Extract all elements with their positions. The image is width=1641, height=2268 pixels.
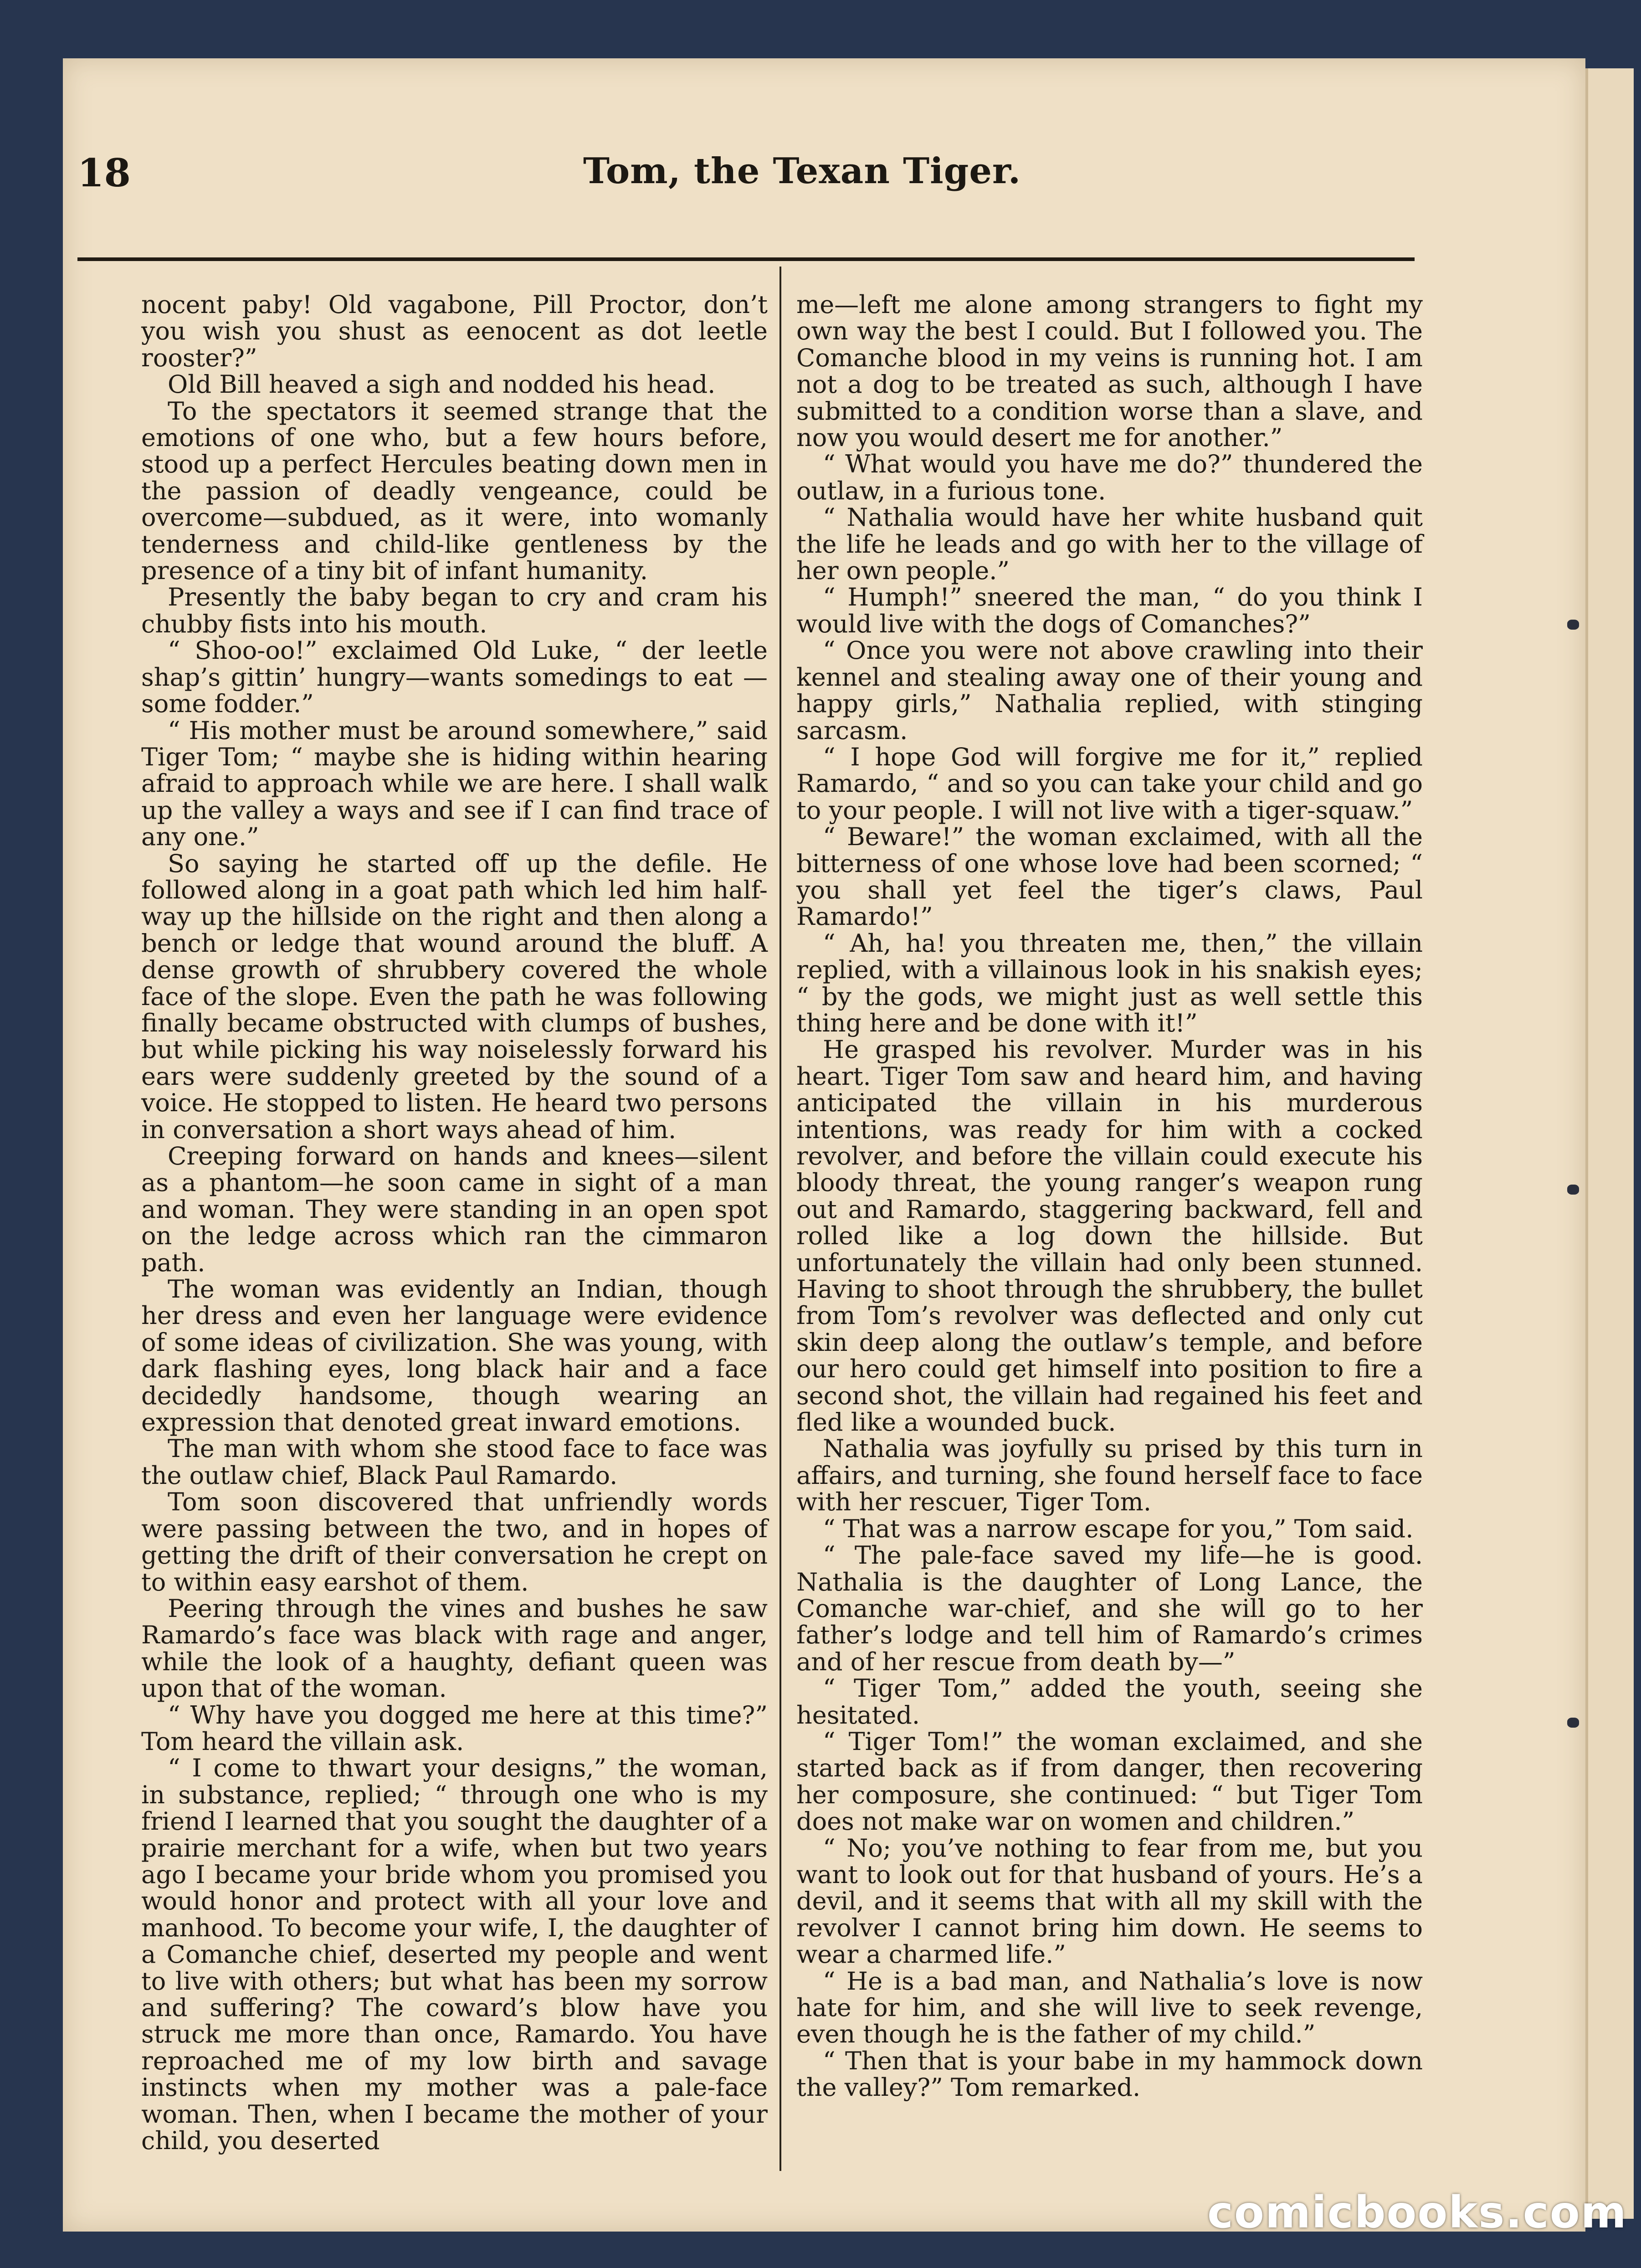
next-page-edge — [1585, 68, 1634, 2219]
page-hole-mark — [1567, 620, 1579, 630]
paragraph: “ Shoo-oo!” exclaimed Old Luke, “ der leetle shap’s gittin’ hungry—wants somedings to eat —some fodder.” — [141, 636, 768, 718]
paragraph: “ Tiger Tom,” added the youth, seeing she hesitated. — [796, 1674, 1423, 1729]
paragraph: “ He is a bad man, and Nathalia’s love is now hate for him, and she will live to seek revenge, even though he is the father of my child.” — [796, 1966, 1423, 2049]
watermark: comicbooks.com — [1207, 2187, 1627, 2238]
paragraph: “ Then that is your babe in my hammock down the valley?” Tom remarked. — [796, 2046, 1423, 2102]
paragraph: “ Beware!” the woman exclaimed, with all the bitterness of one whose love had been scorned; “ you shall yet feel the tiger’s claws, Paul Ramardo!” — [796, 822, 1423, 931]
paragraph: “ What would you have me do?” thundered the outlaw, in a furious tone. — [796, 450, 1423, 505]
paragraph: “ Why have you dogged me here at this time?” Tom heard the villain ask. — [141, 1700, 768, 1756]
page-hole-mark — [1567, 1718, 1579, 1728]
paragraph: So saying he started off up the defile. He followed along in a goat path which led him half-way up the hillside on the right and then along a bench or ledge that wound around the bluff. A dense growth of shrubbery covered the whole face of the slope. Even the path he was following finally became obstructed with clumps of bushes, but while picking his way noiselessly forward his ears were suddenly greeted by the sound of a voice. He stopped to listen. He heard two persons in conversation a short ways ahead of him. — [141, 849, 768, 1144]
paragraph: The man with whom she stood face to face was the outlaw chief, Black Paul Ramardo. — [141, 1434, 768, 1490]
paragraph: “ The pale-face saved my life—he is good. Nathalia is the daughter of Long Lance, the Comanche war-chief, and she will go to her father’s lodge and tell him of Ramardo’s crimes and of her rescue from death by—” — [796, 1541, 1423, 1676]
paragraph: Old Bill heaved a sigh and nodded his head. — [168, 370, 716, 399]
paragraph: The woman was evidently an Indian, though her dress and even her language were evidence of some ideas of civilization. She was young, with dark flashing eyes, long black hair and a face decidedly handsome, though wearing an expression that denoted great inward emotions. — [141, 1275, 768, 1437]
paragraph: nocent paby! Old vagabone, Pill Proctor, don’t you wish you shust as eenocent as dot leetle rooster?” — [141, 290, 768, 372]
paragraph: Tom soon discovered that unfriendly words were passing between the two, and in hopes of getting the drift of their conversation he crept on to within easy earshot of them. — [141, 1488, 768, 1596]
left-column — [141, 292, 768, 2154]
paragraph: “ Humph!” sneered the man, “ do you think I would live with the dogs of Comanches?” — [796, 583, 1423, 638]
running-title: Tom, the Texan Tiger. — [583, 150, 1021, 192]
page-number: 18 — [77, 150, 131, 195]
header-rule — [77, 257, 1415, 261]
paragraph: Nathalia was joyfully su prised by this turn in affairs, and turning, she found herself face to face with her rescuer, Tiger Tom. — [796, 1434, 1423, 1517]
paragraph: “ That was a narrow escape for you,” Tom said. — [823, 1514, 1414, 1543]
column-divider — [779, 267, 781, 2171]
paragraph: “ I hope God will forgive me for it,” replied Ramardo, “ and so you can take your child and go to your people. I will not live with a tiger-squaw.” — [796, 742, 1423, 825]
paragraph: “ Tiger Tom!” the woman exclaimed, and she started back as if from danger, then recovering her composure, she continued: “ but Tiger Tom does not make war on women and children.” — [796, 1727, 1423, 1836]
paragraph: Presently the baby began to cry and cram his chubby fists into his mouth. — [141, 583, 768, 638]
paragraph: Creeping forward on hands and knees—silent as a phantom—he soon came in sight of a man and woman. They were standing in an open spot on the ledge across which ran the cimmaron path. — [141, 1142, 768, 1277]
page-hole-mark — [1567, 1185, 1579, 1195]
paragraph: “ His mother must be around somewhere,” said Tiger Tom; “ maybe she is hiding within hearing afraid to approach while we are here. I shall walk up the valley a ways and see if I can find trace of any one.” — [141, 716, 768, 852]
paragraph: “ Nathalia would have her white husband quit the life he leads and go with her to the village of her own people.” — [796, 503, 1423, 585]
paragraph: me—left me alone among strangers to fight my own way the best I could. But I followed you. The Comanche blood in my veins is running hot. I am not a dog to be treated as such, although I have submitted to a condition worse than a slave, and now you would desert me for another.” — [796, 290, 1423, 452]
paragraph: “ Once you were not above crawling into their kennel and stealing away one of their young and happy girls,” Nathalia replied, with stinging sarcasm. — [796, 636, 1423, 745]
paragraph: To the spectators it seemed strange that the emotions of one who, but a few hours before, stood up a perfect Hercules beating down men in the passion of deadly vengeance, could be overcome—subdued, as it were, into womanly tenderness and child-like gentleness by the presence of a tiny bit of infant humanity. — [141, 396, 768, 585]
paragraph: “ Ah, ha! you threaten me, then,” the villain replied, with a villainous look in his snakish eyes; “ by the gods, we might just as well settle this thing here and be done with it!” — [796, 929, 1423, 1037]
right-column — [796, 292, 1423, 2101]
paragraph: “ No; you’ve nothing to fear from me, but you want to look out for that husband of yours. He’s a devil, and it seems that with all my skill with the revolver I cannot bring him down. He seems to wear a charmed life.” — [796, 1833, 1423, 1969]
paragraph: “ I come to thwart your designs,” the woman, in substance, replied; “ through one who is my friend I learned that you sought the daughter of a prairie merchant for a wife, when but two years ago I became your bride whom you promised you would honor and protect with all your love and manhood. To become your wife, I, the daughter of a Comanche chief, deserted my people and went to live with others; but what has been my sorrow and suffering? The coward’s blow have you struck me more than once, Ramardo. You have reproached me of my low birth and savage instincts when my mother was a pale-face woman. Then, when I became the mother of your child, you deserted — [141, 1754, 768, 2155]
paragraph: Peering through the vines and bushes he saw Ramardo’s face was black with rage and anger, while the look of a haughty, defiant queen was upon that of the woman. — [141, 1594, 768, 1703]
paragraph: He grasped his revolver. Murder was in his heart. Tiger Tom saw and heard him, and having anticipated the villain in his murderous intentions, was ready for him with a cocked revolver, and before the villain could execute his bloody threat, the young ranger’s weapon rung out and Ramardo, staggering backward, fell and rolled like a log down the hillside. But unfortunately the villain had only been stunned. Having to shoot through the shrubbery, the bullet from Tom’s revolver was deflected and only cut skin deep along the outlaw’s temple, and before our hero could get himself into position to fire a second shot, the villain had regained his feet and fled like a wounded buck. — [796, 1035, 1423, 1437]
